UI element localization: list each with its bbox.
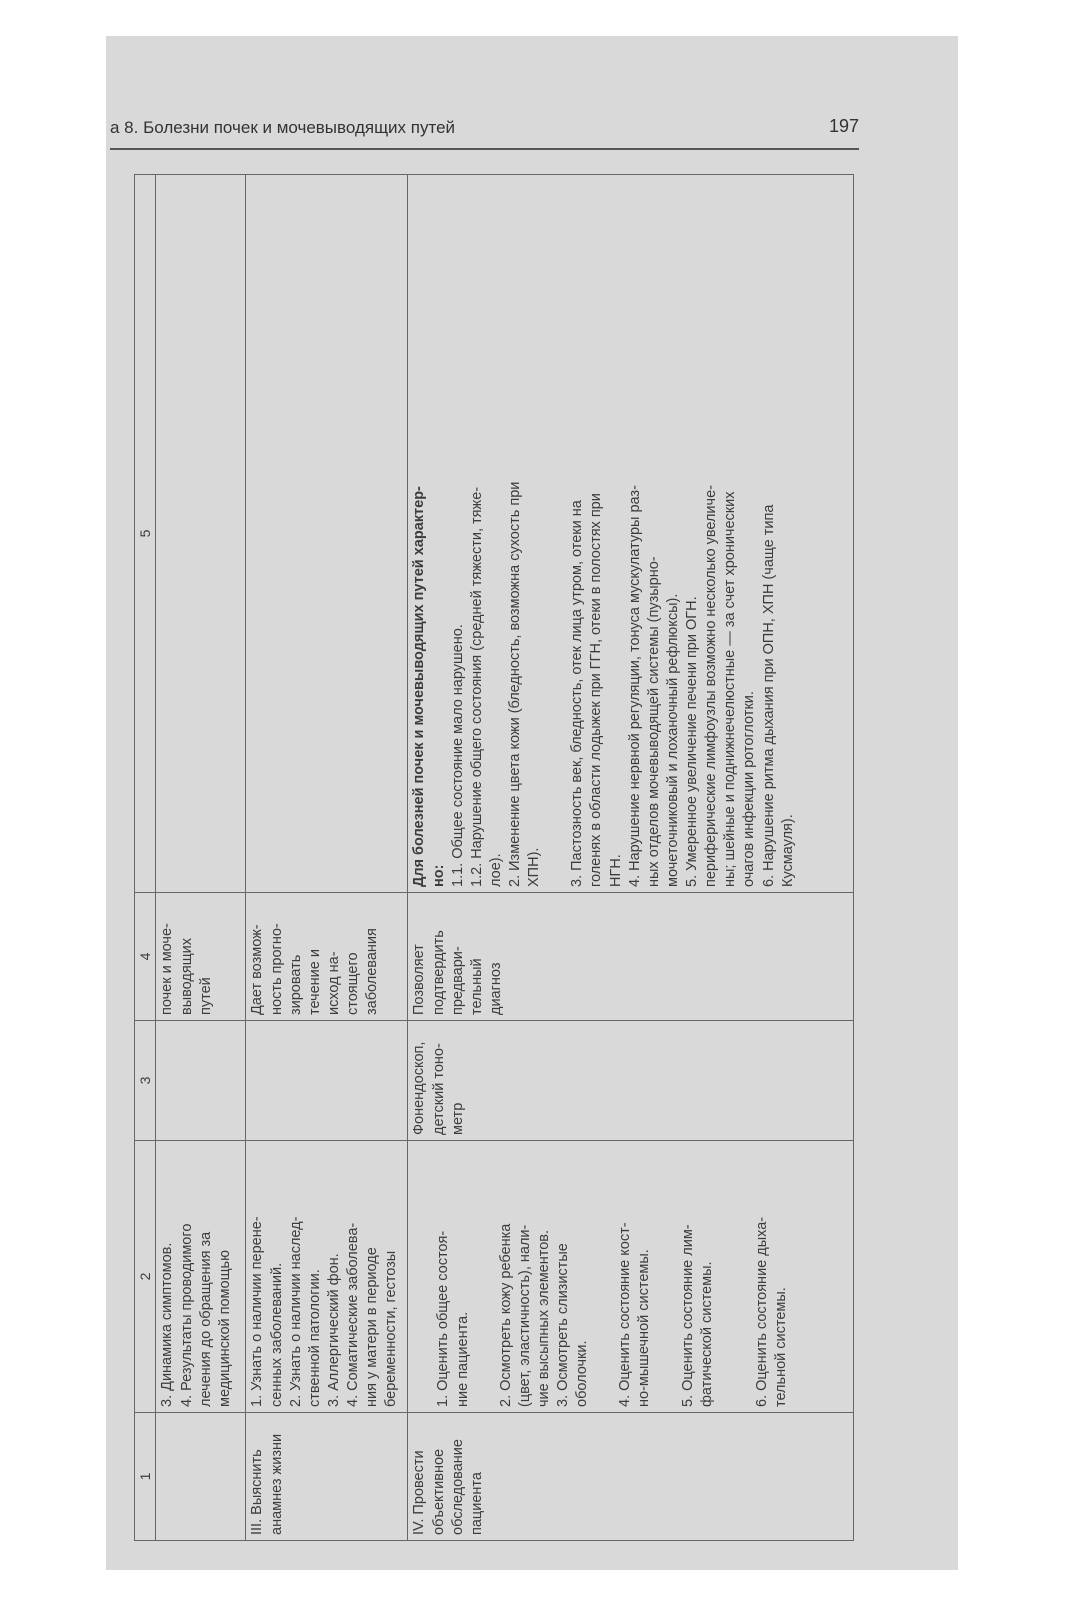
table-row xyxy=(408,175,854,1541)
text-line: ны; шейные и поднижнечелюстные — за счет хронических xyxy=(722,491,739,887)
text-line: путей xyxy=(197,977,214,1015)
text-line: НГН. xyxy=(607,854,624,887)
row2-col2 xyxy=(246,1141,408,1413)
text-line: течение и xyxy=(306,949,323,1015)
row3-col1 xyxy=(408,1413,854,1541)
text-line: диагноз xyxy=(487,962,504,1015)
page-number: 197 xyxy=(829,116,860,136)
row3-col5 xyxy=(408,175,854,893)
text-line: заболевания xyxy=(364,928,381,1015)
col-number-3: 3 xyxy=(135,1021,156,1141)
text-line: фатической системы. xyxy=(698,1261,715,1407)
text-line: обследование xyxy=(449,1439,466,1535)
text-line: подтвердить xyxy=(430,930,447,1015)
text-line: но: xyxy=(430,864,447,887)
row2-col3 xyxy=(246,1021,408,1141)
text-line: Дает возмож- xyxy=(249,924,266,1015)
text-line: 5. Умеренное увеличение печени при ОГН. xyxy=(684,596,701,887)
col-number-4: 4 xyxy=(135,893,156,1021)
text-line: сенных заболеваний. xyxy=(268,1262,285,1407)
text-line: Для болезней почек и мочевыводящих путей характер- xyxy=(411,486,428,887)
column-number-row xyxy=(135,175,156,1541)
text-line: очагов инфекции ротоглотки. xyxy=(741,691,758,887)
text-line: 4. Соматические заболева- xyxy=(345,1222,362,1407)
text-line: 1.1. Общее состояние мало нарушено. xyxy=(449,624,466,887)
text-line: 4. Нарушение нервной регуляции, тонуса мускулатуры раз- xyxy=(626,485,643,887)
care-plan-table-rotated xyxy=(134,175,854,1541)
text-line: метр xyxy=(449,1102,466,1135)
text-line: (цвет, эластичность), нали- xyxy=(516,1224,533,1407)
text-line: беременности, гестозы xyxy=(383,1250,400,1407)
text-line: лечения до обращения за xyxy=(197,1231,214,1407)
text-line: 3. Пастозность век, бледность, отек лица утром, отеки на xyxy=(569,500,586,887)
text-line: 4. Результаты проводимого xyxy=(178,1223,195,1407)
text-line: Кусмауля). xyxy=(779,814,796,887)
text-line: периферические лимфоузлы возможно несколько увеличе- xyxy=(703,485,720,887)
text-line: ственной патологии. xyxy=(306,1269,323,1407)
row1-col5 xyxy=(156,175,246,893)
text-line: ние пациента. xyxy=(454,1311,471,1407)
text-line: III. Выяснить xyxy=(249,1449,266,1535)
text-line: 2. Узнать о наличии наслед- xyxy=(287,1216,304,1407)
text-line: 3. Динамика симптомов. xyxy=(159,1242,176,1407)
text-line: медицинской помощью xyxy=(216,1250,233,1407)
text-line: оболочки. xyxy=(574,1340,591,1407)
text-line: предвари- xyxy=(449,946,466,1015)
text-line: 4. Оценить состояние кост- xyxy=(617,1222,634,1407)
row1-col4 xyxy=(156,893,246,1021)
text-line: зировать xyxy=(287,954,304,1015)
row1-col1 xyxy=(156,1413,246,1541)
text-line: Фонендоскоп, xyxy=(411,1041,428,1135)
text-line: 6. Нарушение ритма дыхания при ОПН, ХПН (чаще типа xyxy=(760,504,777,887)
row2-col4 xyxy=(246,893,408,1021)
text-line: 1. Оценить общее состоя- xyxy=(435,1230,452,1407)
text-line: детский тоно- xyxy=(430,1043,447,1135)
text-line: пациента xyxy=(468,1472,485,1535)
row3-col2 xyxy=(408,1141,854,1413)
table-row xyxy=(156,175,246,1541)
row2-col5 xyxy=(246,175,408,893)
text-line: чие высыпных элементов. xyxy=(535,1229,552,1407)
text-line: объективное xyxy=(430,1448,447,1535)
text-line: тельный xyxy=(468,958,485,1015)
text-line: ХПН). xyxy=(526,847,543,887)
text-line: стоящего xyxy=(345,952,362,1015)
col-number-1: 1 xyxy=(135,1413,156,1541)
row1-col2 xyxy=(156,1141,246,1413)
text-line: голенях в области лодыжек при ГГН, отеки в полостях при xyxy=(588,493,605,887)
care-plan-table xyxy=(134,174,854,1541)
text-line: выводящих xyxy=(178,937,195,1015)
text-line: но-мышечной системы. xyxy=(636,1249,653,1407)
text-line: 1. Узнать о наличии перене- xyxy=(249,1216,266,1407)
col-number-2: 2 xyxy=(135,1141,156,1413)
text-line: мочеточниковый и лоханочный рефлюксы). xyxy=(664,593,681,887)
table-row xyxy=(246,175,408,1541)
text-line: 2. Осмотреть кожу ребенка xyxy=(497,1223,514,1407)
row1-col3 xyxy=(156,1021,246,1141)
text-line: 1.2. Нарушение общего состояния (средней тяжести, тяже- xyxy=(468,486,485,887)
text-line: ния у матери в периоде xyxy=(364,1247,381,1407)
text-line: ность прогно- xyxy=(268,923,285,1015)
text-line: анамнез жизни xyxy=(268,1433,285,1535)
header-rule xyxy=(110,148,859,150)
text-line: 3. Аллергический фон. xyxy=(325,1253,342,1407)
col-number-5: 5 xyxy=(135,175,156,893)
running-title: а 8. Болезни почек и мочевыводящих путей xyxy=(110,118,456,137)
text-line: 6. Оценить состояние дыха- xyxy=(753,1216,770,1407)
text-line: 3. Осмотреть слизистые xyxy=(555,1243,572,1407)
text-line: тельной системы. xyxy=(772,1287,789,1407)
text-line: ных отделов мочевыводящей системы (пузырно- xyxy=(645,556,662,887)
text-line: 5. Оценить состояние лим- xyxy=(679,1224,696,1407)
row2-col1 xyxy=(246,1413,408,1541)
text-line: Позволяет xyxy=(411,944,428,1015)
text-line: 2. Изменение цвета кожи (бледность, возможна сухость при xyxy=(507,481,524,887)
row3-col3 xyxy=(408,1021,854,1141)
text-line: почек и моче- xyxy=(159,923,176,1015)
text-line: лое). xyxy=(487,853,504,887)
text-line: IV. Провести xyxy=(411,1450,428,1535)
row3-col4 xyxy=(408,893,854,1021)
text-line: исход на- xyxy=(325,951,342,1015)
